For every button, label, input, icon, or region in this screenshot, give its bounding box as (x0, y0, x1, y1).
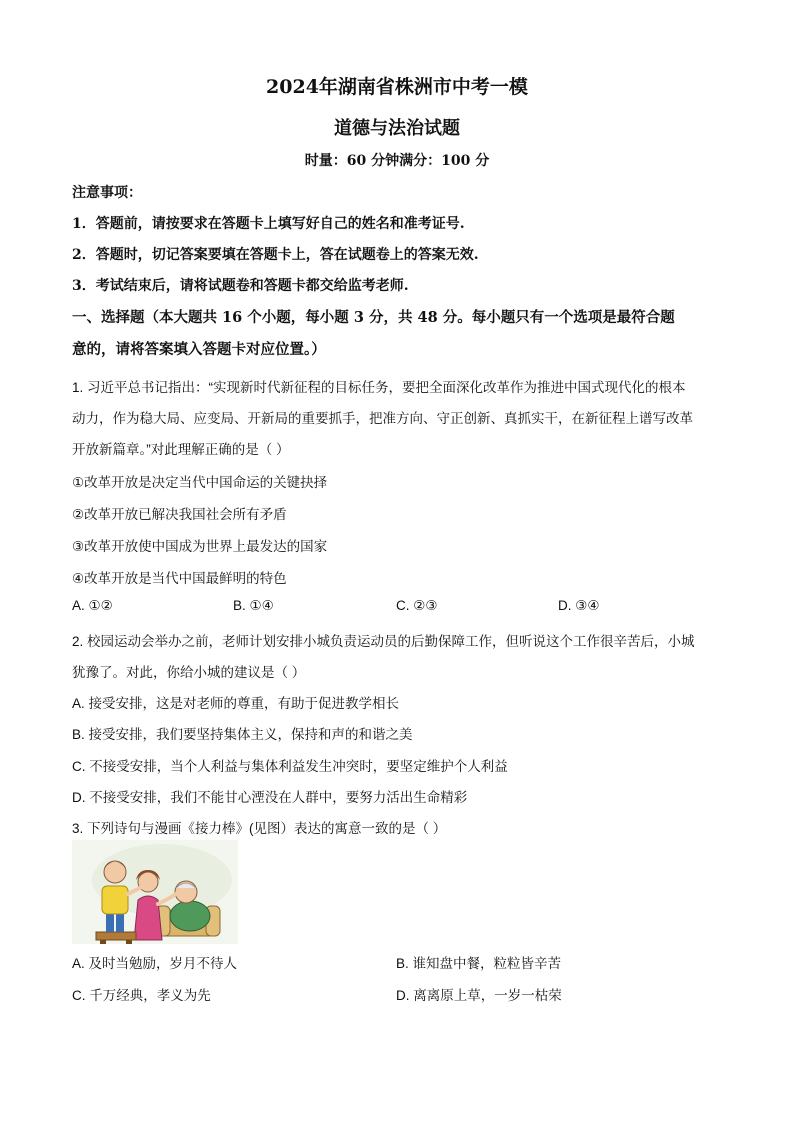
q1-line-2: 动力，作为稳大局、应变局、开新局的重要抓手，把准方向、守正创新、真抓实干，在新征程上谱写改革 (72, 411, 693, 426)
q1-option-c: C. ②③ (396, 598, 438, 613)
note-item-1: 1．答题前，请按要求在答题卡上填写好自己的姓名和准考证号. (72, 216, 465, 232)
q1-statement-3: ③改革开放使中国成为世界上最发达的国家 (72, 539, 328, 554)
q3-option-c: C. 千万经典，孝义为先 (72, 988, 211, 1003)
q2-line-2: 犹豫了。对此，你给小城的建议是（ ） (72, 665, 306, 680)
q1-line-3: 开放新篇章。”对此理解正确的是（ ） (72, 442, 290, 457)
q1-line-1: 1. 习近平总书记指出：“实现新时代新征程的目标任务，要把全面深化改革作为推进中国式现代化的根本 (72, 380, 686, 395)
section-heading-line1: 一、选择题（本大题共 16 个小题，每小题 3 分，共 48 分。每小题只有一个选项是最符合题 (72, 309, 675, 326)
time-score: 时量：60 分钟满分：100 分 (304, 153, 490, 169)
exam-title: 2024年湖南省株洲市中考一模 (266, 76, 528, 98)
q3-option-d: D. 离离原上草，一岁一枯荣 (396, 988, 562, 1003)
q2-option-b: B. 接受安排，我们要坚持集体主义，保持和声的和谐之美 (72, 727, 413, 742)
q2-option-d: D. 不接受安排，我们不能甘心湮没在人群中，要努力活出生命精彩 (72, 790, 468, 805)
q2-option-a: A. 接受安排，这是对老师的尊重，有助于促进教学相长 (72, 696, 400, 711)
q1-option-d: D. ③④ (558, 598, 600, 613)
q3-option-a: A. 及时当勉励，岁月不待人 (72, 956, 238, 971)
section-heading-line2: 意的，请将答案填入答题卡对应位置。） (72, 341, 326, 358)
exam-subject: 道德与法治试题 (334, 118, 460, 139)
q1-option-b: B. ①④ (233, 598, 274, 613)
q3-option-b: B. 谁知盘中餐，粒粒皆辛苦 (396, 956, 562, 971)
q2-option-c: C. 不接受安排，当个人利益与集体利益发生冲突时，要坚定维护个人利益 (72, 759, 508, 774)
q2-line-1: 2. 校园运动会举办之前，老师计划安排小城负责运动员的后勤保障工作，但听说这个工作很辛苦后，小城 (72, 634, 695, 649)
relay-baton-cartoon (72, 840, 238, 944)
q1-statement-1: ①改革开放是决定当代中国命运的关键抉择 (72, 475, 328, 490)
notes-heading: 注意事项： (72, 185, 142, 201)
q1-statement-2: ②改革开放已解决我国社会所有矛盾 (72, 507, 287, 522)
q3-stem: 3. 下列诗句与漫画《接力棒》(见图）表达的寓意一致的是（ ） (72, 821, 447, 836)
note-item-3: 3．考试结束后，请将试题卷和答题卡都交给监考老师. (72, 278, 409, 294)
q1-option-a: A. ①② (72, 598, 113, 613)
note-item-2: 2．答题时，切记答案要填在答题卡上，答在试题卷上的答案无效. (72, 247, 479, 263)
q1-statement-4: ④改革开放是当代中国最鲜明的特色 (72, 571, 287, 586)
